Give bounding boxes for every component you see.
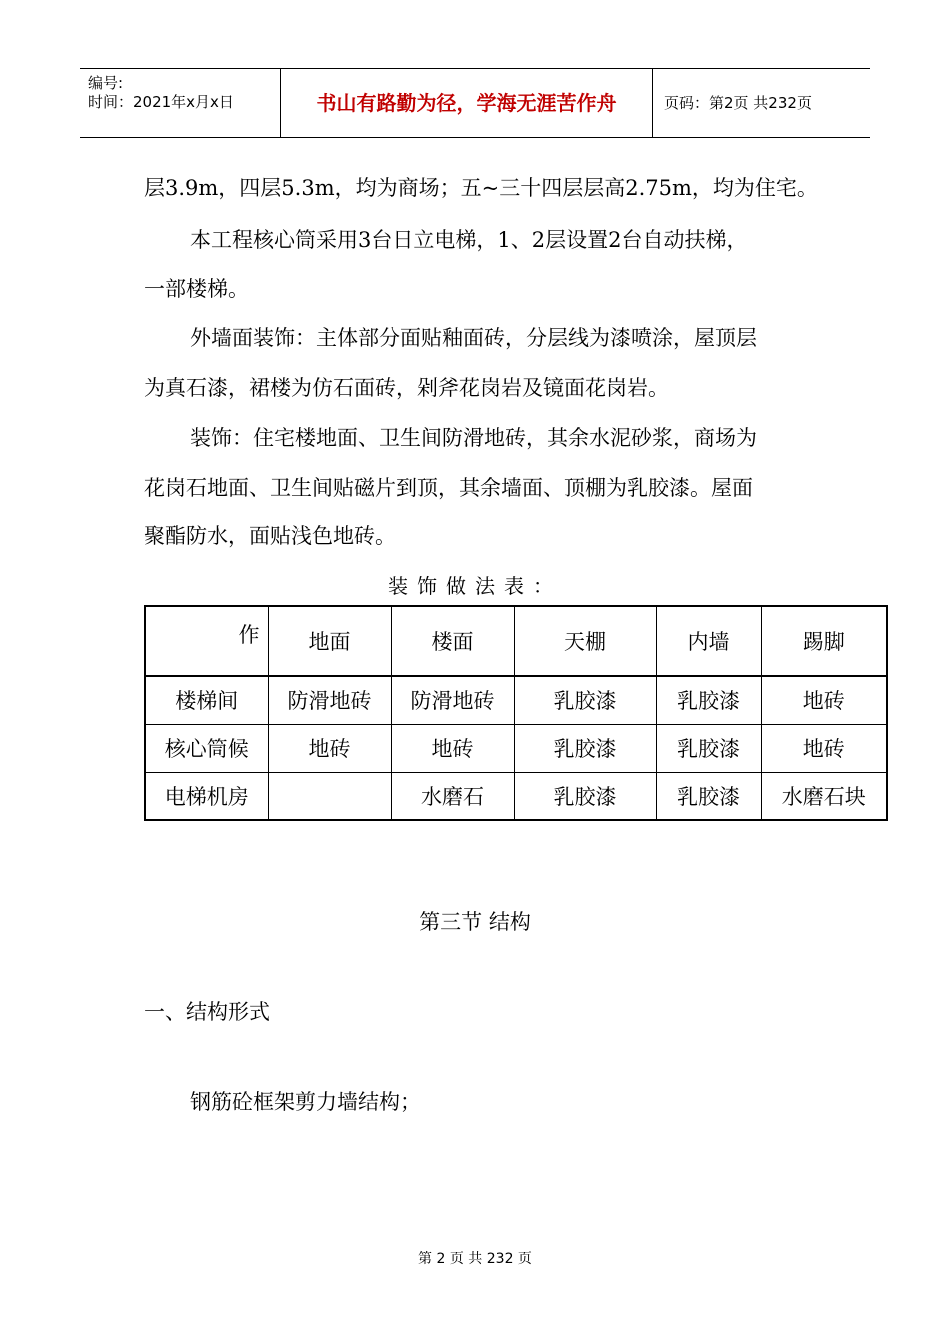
section-text: 钢筋砼框架剪力墙结构； <box>190 1090 421 1114</box>
section-title: 第三节 结构 <box>419 910 531 934</box>
table-cell: 防滑地砖 <box>391 676 514 724</box>
body-line-6: 装饰：住宅楼地面、卫生间防滑地砖，其余水泥砂浆，商场为 <box>190 426 757 450</box>
document-number-label: 编号: <box>88 74 124 92</box>
table-caption: 装饰做法表： <box>388 574 562 598</box>
body-line-5: 为真石漆，裙楼为仿石面砖，剁斧花岗岩及镜面花岗岩。 <box>144 376 669 400</box>
page-footer: 第 2 页 共 232 页 <box>418 1251 532 1267</box>
table-row-label: 核心筒候 <box>145 724 268 772</box>
table-cell: 水磨石块 <box>761 772 887 820</box>
table-header-cell: 踢脚 <box>761 606 887 676</box>
table-header-cell: 楼面 <box>391 606 514 676</box>
header-page-info: 页码：第2页 共232页 <box>664 94 812 112</box>
table-cell: 乳胶漆 <box>656 724 761 772</box>
table-row <box>145 724 887 772</box>
table-cell: 地砖 <box>268 724 391 772</box>
table-cell: 水磨石 <box>391 772 514 820</box>
table-header-cell: 内墙 <box>656 606 761 676</box>
body-line-2: 本工程核心筒采用3台日立电梯，1、2层设置2台自动扶梯， <box>190 228 748 252</box>
header-meta <box>80 69 281 137</box>
section-subheading: 一、结构形式 <box>144 1000 270 1024</box>
header-motto: 书山有路勤为径，学海无涯苦作舟 <box>281 69 653 137</box>
table-cell: 乳胶漆 <box>656 772 761 820</box>
table-cell: 地砖 <box>761 676 887 724</box>
table-cell: 地砖 <box>761 724 887 772</box>
body-line-8: 聚酯防水，面贴浅色地砖。 <box>144 524 396 548</box>
table-row-label: 电梯机房 <box>145 772 268 820</box>
decoration-table <box>144 605 888 821</box>
table-row <box>145 772 887 820</box>
table-cell <box>268 772 391 820</box>
table-cell: 乳胶漆 <box>514 772 656 820</box>
page-header <box>80 68 870 138</box>
table-cell: 乳胶漆 <box>656 676 761 724</box>
table-cell: 乳胶漆 <box>514 676 656 724</box>
table-header-row <box>145 606 887 676</box>
body-line-3: 一部楼梯。 <box>144 277 249 301</box>
table-corner-cell: 作 <box>145 606 268 676</box>
body-line-4: 外墙面装饰：主体部分面贴釉面砖，分层线为漆喷涂，屋顶层 <box>190 326 757 350</box>
table-cell: 防滑地砖 <box>268 676 391 724</box>
document-date: 时间：2021年x月x日 <box>88 93 234 111</box>
table-row <box>145 676 887 724</box>
body-line-7: 花岗石地面、卫生间贴磁片到顶，其余墙面、顶棚为乳胶漆。屋面 <box>144 476 753 500</box>
table-header-cell: 天棚 <box>514 606 656 676</box>
body-line-1: 层3.9m，四层5.3m，均为商场；五~三十四层层高2.75m，均为住宅。 <box>144 176 818 200</box>
table-cell: 地砖 <box>391 724 514 772</box>
table-row-label: 楼梯间 <box>145 676 268 724</box>
table-cell: 乳胶漆 <box>514 724 656 772</box>
table-header-cell: 地面 <box>268 606 391 676</box>
